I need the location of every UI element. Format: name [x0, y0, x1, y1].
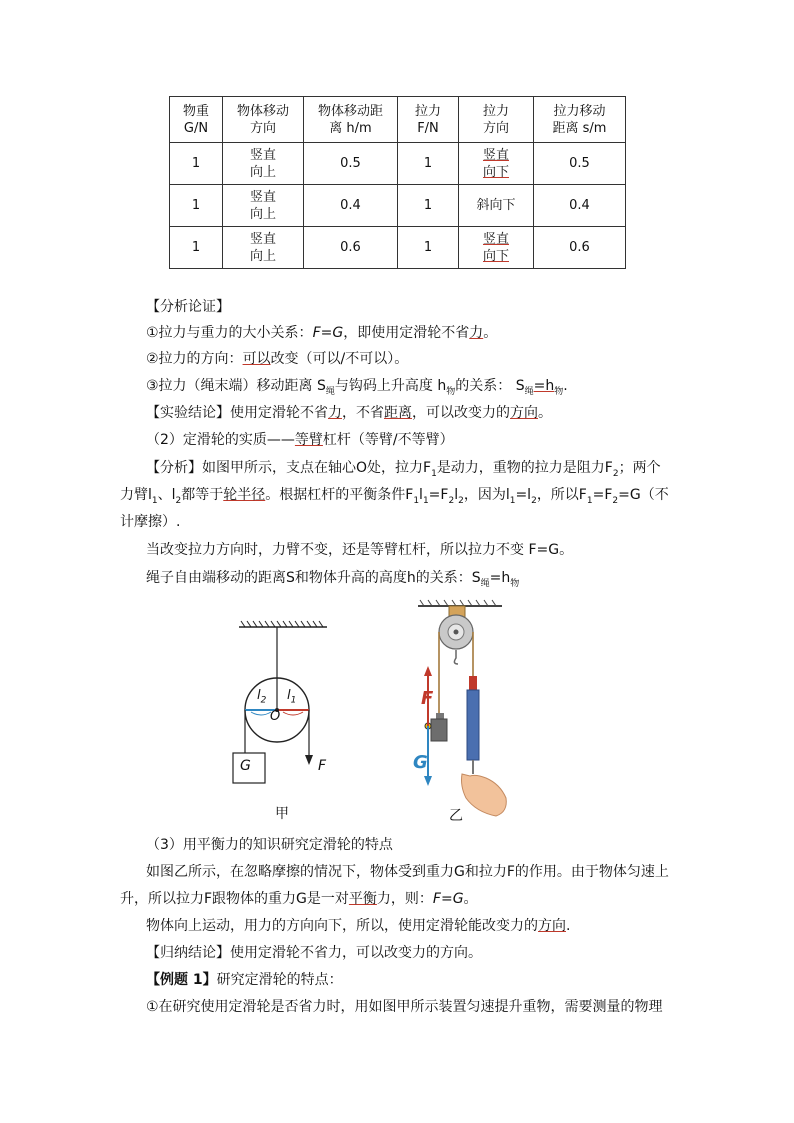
header-cell: 拉力移动 距离 s/m [534, 97, 626, 143]
paragraph-line: ①在研究使用定滑轮是否省力时，用如图甲所示装置匀速提升重物，需要测量的物理 [146, 999, 663, 1015]
analysis-heading: 【分析论证】 [146, 299, 230, 315]
header-cell: 拉力 方向 [459, 97, 534, 143]
table-cell: 0.5 [304, 143, 398, 185]
paragraph-line: 物体向上运动，用力的方向向下，所以，使用定滑轮能改变力的方向. [146, 918, 571, 934]
figure-jia-pulley-lever [225, 615, 355, 830]
paragraph-line: ①拉力与重力的大小关系：F=G，即使用定滑轮不省力。 [146, 325, 498, 341]
table-cell: 0.5 [534, 143, 626, 185]
label-l1: $l_1$ [287, 688, 297, 706]
table-cell: 0.4 [534, 185, 626, 227]
label-gravity-G: G [413, 752, 428, 773]
paragraph-line: ③拉力（绳末端）移动距离 $S_绳$与钩码上升高度 $h_物$的关系： $S_绳=h_物$. [146, 378, 568, 397]
paragraph-line: 【分析】如图甲所示，支点在轴心O处，拉力$F_1$是动力，重物的拉力是阻力$F_2$；两个 [146, 460, 661, 479]
label-F: F [318, 758, 327, 774]
table-cell: 竖直 向上 [223, 227, 304, 269]
paragraph-line: 【实验结论】使用定滑轮不省力，不省距离，可以改变力的方向。 [146, 405, 552, 421]
table-cell: 0.4 [304, 185, 398, 227]
label-G: G [240, 758, 251, 774]
table-cell: 1 [398, 143, 459, 185]
paragraph-line: 【归纳结论】使用定滑轮不省力，可以改变力的方向。 [146, 945, 482, 961]
table-cell: 斜向下 [459, 185, 534, 227]
table-row [170, 185, 626, 227]
figure-caption-yi: 乙 [449, 808, 463, 824]
paragraph-line: 【例题 1】研究定滑轮的特点： [146, 972, 343, 988]
table-cell: 竖直 向下 [459, 227, 534, 269]
table-header-row [170, 97, 626, 143]
table-cell: 1 [170, 227, 223, 269]
header-cell: 物重 G/N [170, 97, 223, 143]
table-cell: 竖直 向上 [223, 185, 304, 227]
label-force-F: F [421, 688, 434, 709]
table-cell: 竖直 向下 [459, 143, 534, 185]
header-cell: 物体移动距 离 h/m [304, 97, 398, 143]
table-cell: 1 [398, 227, 459, 269]
paragraph-line: 计摩擦）. [120, 514, 181, 530]
paragraph-line: 绳子自由端移动的距离S和物体升高的高度h的关系：$S_绳=h_物$ [146, 570, 520, 589]
header-cell: 物体移动 方向 [223, 97, 304, 143]
paragraph-line: （2）定滑轮的实质——等臂杠杆（等臂/不等臂） [146, 432, 454, 448]
table-cell: 0.6 [534, 227, 626, 269]
paragraph-line: 升，所以拉力F跟物体的重力G是一对平衡力，则：F=G。 [120, 891, 478, 907]
table-cell: 1 [170, 143, 223, 185]
header-cell: 拉力 F/N [398, 97, 459, 143]
label-l2: $l_2$ [257, 688, 267, 706]
paragraph-line: （3）用平衡力的知识研究定滑轮的特点 [146, 837, 393, 853]
label-O: O [270, 709, 281, 724]
table-cell: 0.6 [304, 227, 398, 269]
paragraph-line: 如图乙所示，在忽略摩擦的情况下，物体受到重力G和拉力F的作用。由于物体匀速上 [146, 864, 669, 880]
figure-yi-pulley-scale [400, 598, 510, 823]
table-row [170, 227, 626, 269]
table-cell: 1 [170, 185, 223, 227]
experiment-table [169, 96, 626, 269]
table-cell: 竖直 向上 [223, 143, 304, 185]
table-cell: 1 [398, 185, 459, 227]
table-row [170, 143, 626, 185]
paragraph-line: 当改变拉力方向时，力臂不变，还是等臂杠杆，所以拉力不变 F=G。 [146, 542, 574, 558]
paragraph-line: 力臂$l_1$、$l_2$都等于轮半径。根据杠杆的平衡条件$F_1l_1=F_2l_2$，因为$l_1=l_2$，所以$F_1=F_2=G$（不 [120, 487, 669, 506]
figure-caption-jia: 甲 [275, 806, 289, 822]
paragraph-line: ②拉力的方向：可以改变（可以/不可以）。 [146, 351, 409, 367]
